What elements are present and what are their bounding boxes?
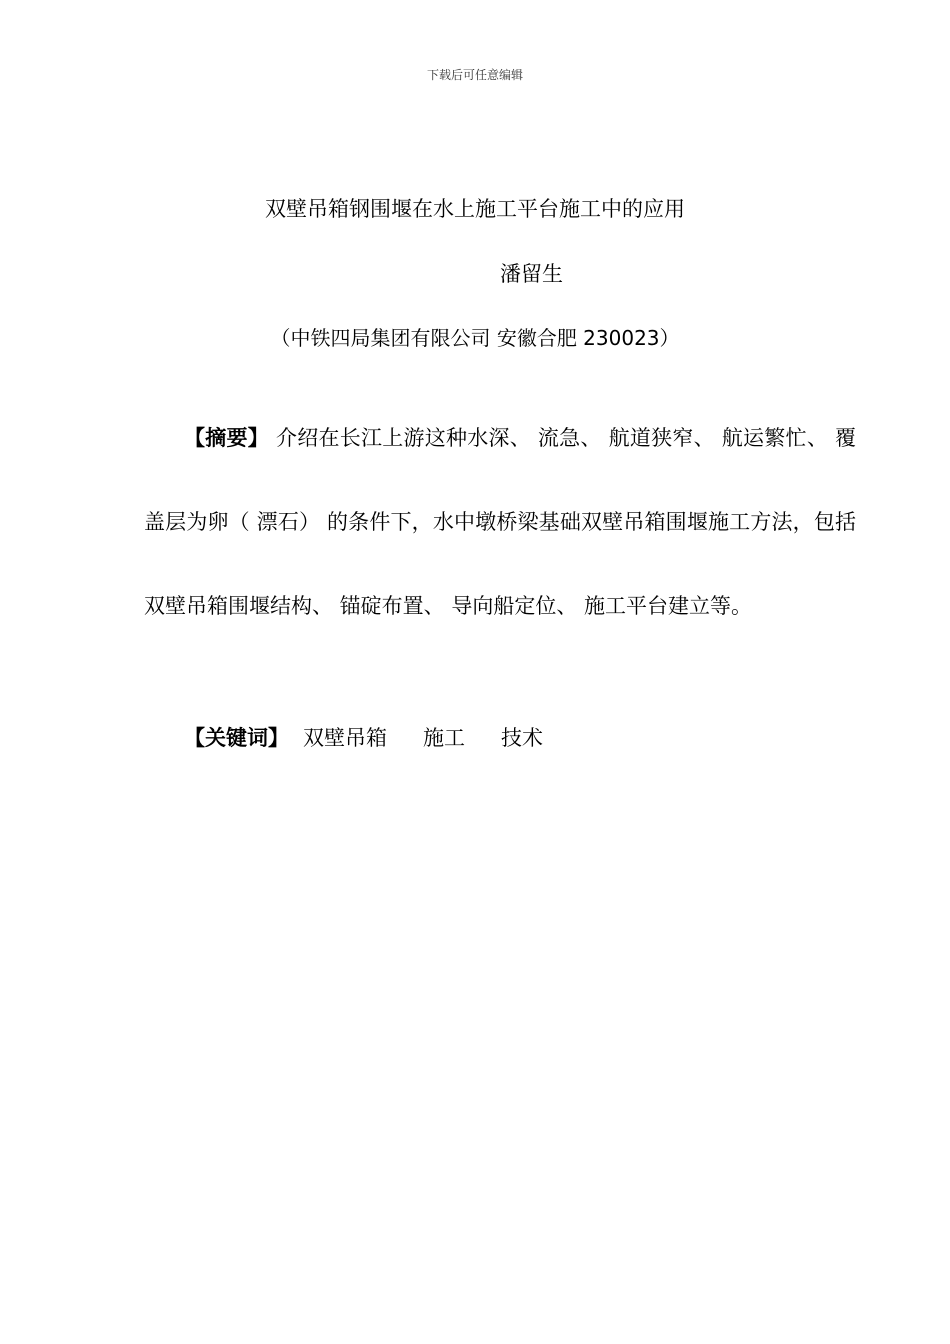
page-header-note: 下载后可任意编辑 xyxy=(426,68,523,82)
paper-title: 双壁吊箱钢围堰在水上施工平台施工中的应用 xyxy=(265,197,685,221)
keywords-label: 【关键词】 xyxy=(184,726,289,750)
abstract-label: 【摘要】 xyxy=(184,426,270,450)
keyword-item: 双壁吊箱 xyxy=(303,726,387,750)
keyword-item: 施工 xyxy=(423,726,465,750)
author-affiliation: （中铁四局集团有限公司 安徽合肥 230023） xyxy=(270,326,680,350)
abstract-paragraph xyxy=(144,396,856,648)
author-name: 潘留生 xyxy=(500,262,563,286)
keyword-item: 技术 xyxy=(501,726,543,750)
abstract-text: 介绍在长江上游这种水深、 流急、 航道狭窄、 航运繁忙、 覆盖层为卵（ 漂石） 的条件下，水中墩桥梁基础双壁吊箱围堰施工方法，包括双壁吊箱围堰结构、 锚碇布置、 导向船定位、 施工平台建立等。 xyxy=(144,426,856,618)
keywords-line xyxy=(184,722,543,752)
